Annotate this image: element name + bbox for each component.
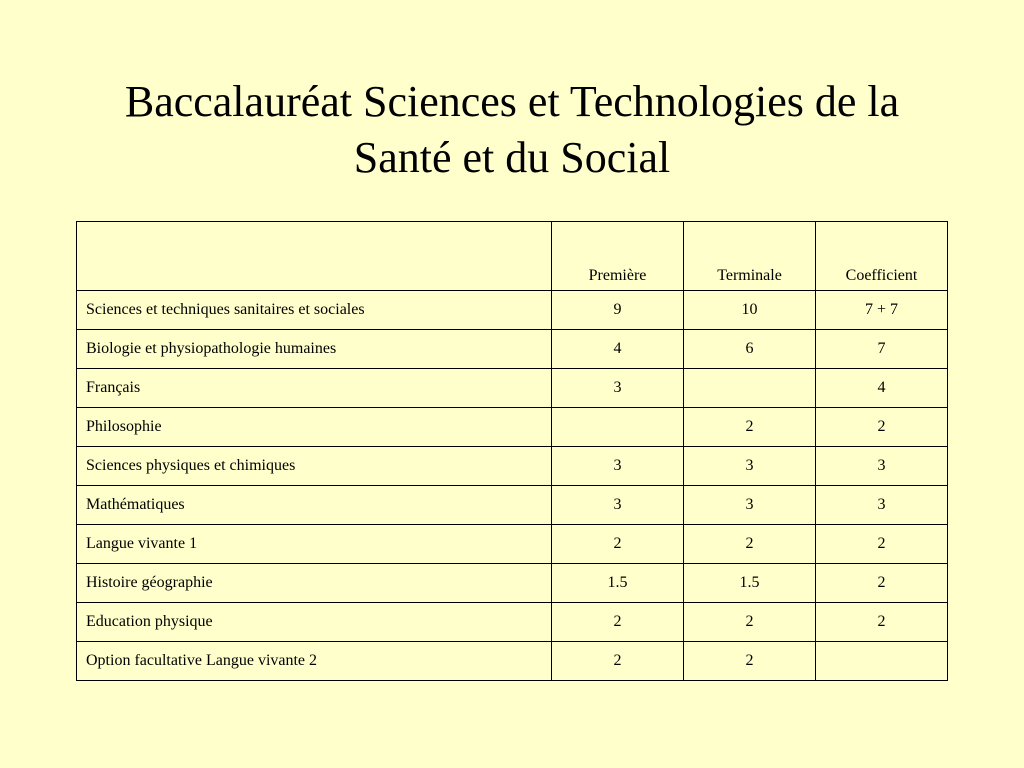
table-row — [77, 486, 948, 525]
slide-title — [0, 74, 1024, 186]
premiere-cell — [552, 408, 684, 447]
coefficient-cell: 2 — [816, 564, 948, 603]
subject-cell: Langue vivante 1 — [77, 525, 552, 564]
slide-title-line-2: Santé et du Social — [353, 133, 671, 182]
table-row — [77, 642, 948, 681]
terminale-cell: 2 — [684, 408, 816, 447]
table-row — [77, 447, 948, 486]
header-coefficient: Coefficient — [816, 222, 948, 291]
terminale-cell: 3 — [684, 447, 816, 486]
subject-cell: Education physique — [77, 603, 552, 642]
subject-cell: Histoire géographie — [77, 564, 552, 603]
premiere-cell: 4 — [552, 330, 684, 369]
table-row — [77, 408, 948, 447]
coefficient-cell — [816, 642, 948, 681]
terminale-cell: 3 — [684, 486, 816, 525]
table-row — [77, 330, 948, 369]
coefficient-cell: 3 — [816, 447, 948, 486]
premiere-cell: 1.5 — [552, 564, 684, 603]
header-premiere: Première — [552, 222, 684, 291]
premiere-cell: 2 — [552, 642, 684, 681]
coefficient-cell: 7 + 7 — [816, 291, 948, 330]
slide-title-line-1: Baccalauréat Sciences et Technologies de la — [124, 77, 900, 126]
premiere-cell: 3 — [552, 369, 684, 408]
premiere-cell: 9 — [552, 291, 684, 330]
terminale-cell: 2 — [684, 525, 816, 564]
coefficient-cell: 2 — [816, 525, 948, 564]
coefficient-cell: 3 — [816, 486, 948, 525]
terminale-cell: 2 — [684, 642, 816, 681]
subject-cell: Biologie et physiopathologie humaines — [77, 330, 552, 369]
table-row — [77, 369, 948, 408]
subject-cell: Mathématiques — [77, 486, 552, 525]
terminale-cell: 2 — [684, 603, 816, 642]
subject-cell: Sciences physiques et chimiques — [77, 447, 552, 486]
header-subject — [77, 222, 552, 291]
terminale-cell — [684, 369, 816, 408]
table-row — [77, 525, 948, 564]
terminale-cell: 6 — [684, 330, 816, 369]
table-row — [77, 291, 948, 330]
premiere-cell: 2 — [552, 525, 684, 564]
subject-cell: Français — [77, 369, 552, 408]
premiere-cell: 2 — [552, 603, 684, 642]
table-row — [77, 603, 948, 642]
subject-cell: Sciences et techniques sanitaires et sociales — [77, 291, 552, 330]
terminale-cell: 1.5 — [684, 564, 816, 603]
table-row — [77, 564, 948, 603]
terminale-cell: 10 — [684, 291, 816, 330]
subject-cell: Option facultative Langue vivante 2 — [77, 642, 552, 681]
coefficient-cell: 2 — [816, 408, 948, 447]
premiere-cell: 3 — [552, 447, 684, 486]
coefficient-cell: 2 — [816, 603, 948, 642]
coefficient-cell: 7 — [816, 330, 948, 369]
header-terminale: Terminale — [684, 222, 816, 291]
coefficient-cell: 4 — [816, 369, 948, 408]
subjects-table — [76, 221, 948, 681]
subject-cell: Philosophie — [77, 408, 552, 447]
premiere-cell: 3 — [552, 486, 684, 525]
table-header-row — [77, 222, 948, 291]
